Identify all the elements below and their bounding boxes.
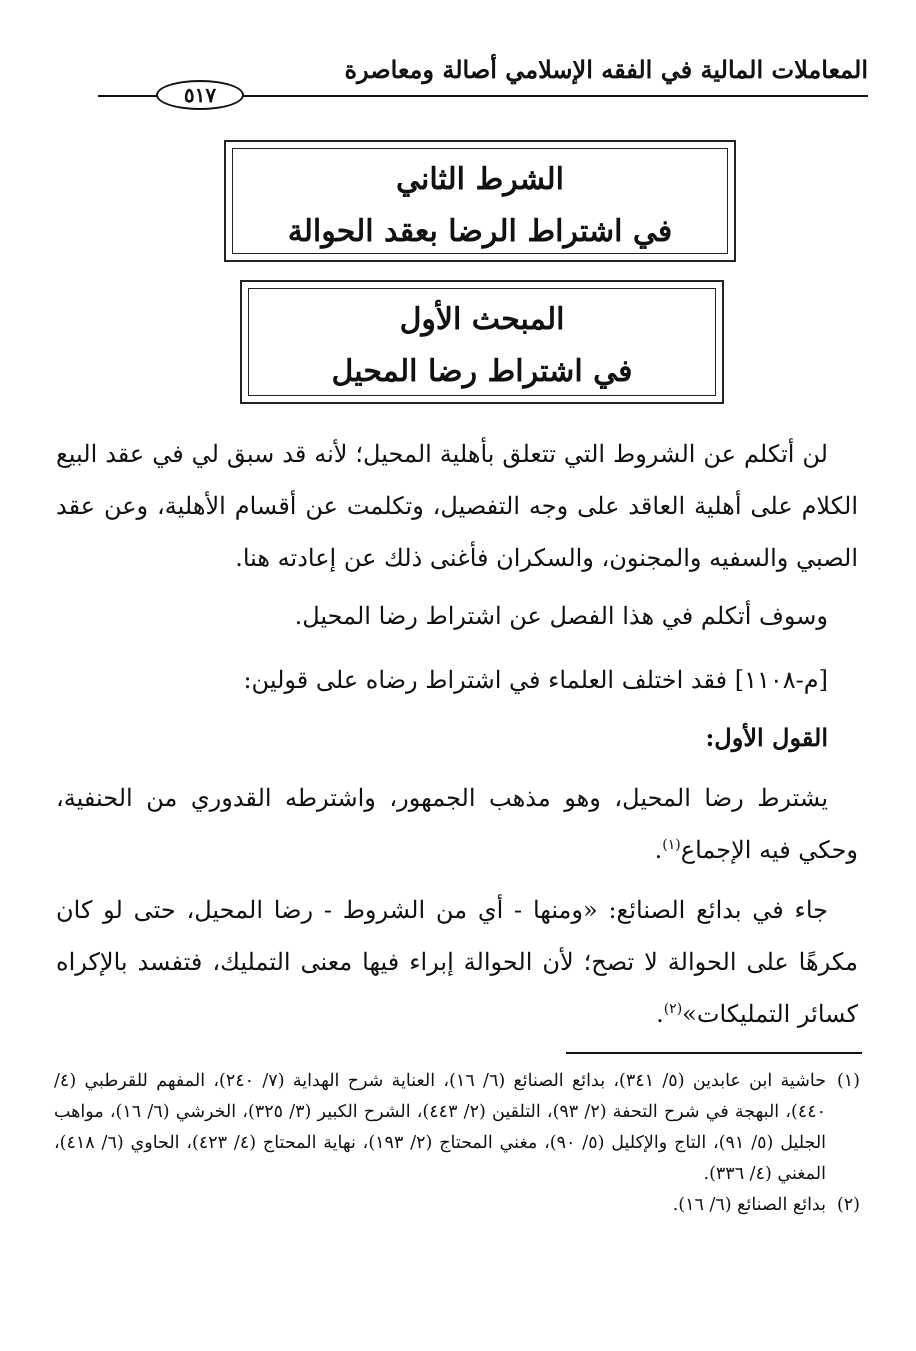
footnote-2 xyxy=(54,1190,860,1221)
chapter-subtitle: في اشتراط رضا المحيل xyxy=(331,354,633,389)
footnote-number: (٢) xyxy=(836,1195,860,1215)
paragraph-4: يشترط رضا المحيل، وهو مذهب الجمهور، واشترطه القدوري من الحنفية، وحكي فيه الإجماع$^{(١)}$. xyxy=(56,784,858,864)
section-title-box xyxy=(224,140,736,262)
paragraph-5: جاء في بدائع الصنائع: «ومنها - أي من الشروط - رضا المحيل، حتى لو كان مكرهًا على الحوالة لا تصح؛ لأن الحوالة إبراء فيها معنى التمليك، فتفسد بالإكراه كسائر التمليكات»$^{(٢)}$. xyxy=(56,896,858,1028)
paragraph-2: وسوف أتكلم في هذا الفصل عن اشتراط رضا المحيل. xyxy=(294,602,828,630)
chapter-title: المبحث الأول xyxy=(399,302,565,337)
footnote-text: بدائع الصنائع (٦/ ١٦). xyxy=(672,1195,826,1215)
footnote-1 xyxy=(54,1066,860,1190)
footnote-number: (١) xyxy=(836,1071,860,1091)
footnote-text: حاشية ابن عابدين (٥/ ٣٤١)، بدائع الصنائع (٦/ ١٦)، العناية شرح الهداية (٧/ ٢٤٠)، المفهم للقرطبي (٤/ ٤٤٠)، البهجة في شرح التحفة (٢/ ٩٣)، التلقين (٢/ ٤٤٣)، الشرح الكبير (٣/ ٣٢٥)، الخرشي (٦/ ١٦)، مواهب الجليل (٥/ ٩١)، التاج والإكليل (٥/ ٩٠)، مغني المحتاج (٢/ ١٩٣)، نهاية المحتاج (٤/ ٤٢٣)، الحاوي (٦/ ٤١٨)، المغني (٤/ ٣٣٦). xyxy=(54,1071,827,1184)
paragraph-4-text: يشترط رضا المحيل، وهو مذهب الجمهور، واشترطه القدوري من الحنفية، وحكي فيه الإجماع xyxy=(56,784,858,864)
page-number: ٥١٧ xyxy=(156,80,244,110)
footnote-ref-1: (١) xyxy=(662,837,681,853)
chapter-title-box xyxy=(240,280,724,404)
footnotes xyxy=(54,1066,860,1221)
paragraph-1: لن أتكلم عن الشروط التي تتعلق بأهلية المحيل؛ لأنه قد سبق لي في عقد البيع الكلام على أهلية العاقد على وجه التفصيل، وتكلمت عن أقسام الأهلية، وعن عقد الصبي والسفيه والمجنون، والسكران فأغنى ذلك عن إعادته هنا. xyxy=(56,440,858,572)
footnote-separator xyxy=(566,1052,862,1054)
running-header-title: المعاملات المالية في الفقه الإسلامي أصالة ومعاصرة xyxy=(344,55,868,84)
footnote-ref-2: (٢) xyxy=(663,1001,683,1017)
paragraph-3: [م-١١٠٨] فقد اختلف العلماء في اشتراط رضاه على قولين: xyxy=(243,666,828,694)
opinion-heading: القول الأول: xyxy=(705,723,828,752)
section-subtitle: في اشتراط الرضا بعقد الحوالة xyxy=(287,214,673,249)
section-title: الشرط الثاني xyxy=(395,162,564,197)
paragraph-5-text: جاء في بدائع الصنائع: «ومنها - أي من الشروط - رضا المحيل، حتى لو كان مكرهًا على الحوالة لا تصح؛ لأن الحوالة إبراء فيها معنى التمليك، فتفسد بالإكراه كسائر التمليكات» xyxy=(56,896,858,1028)
